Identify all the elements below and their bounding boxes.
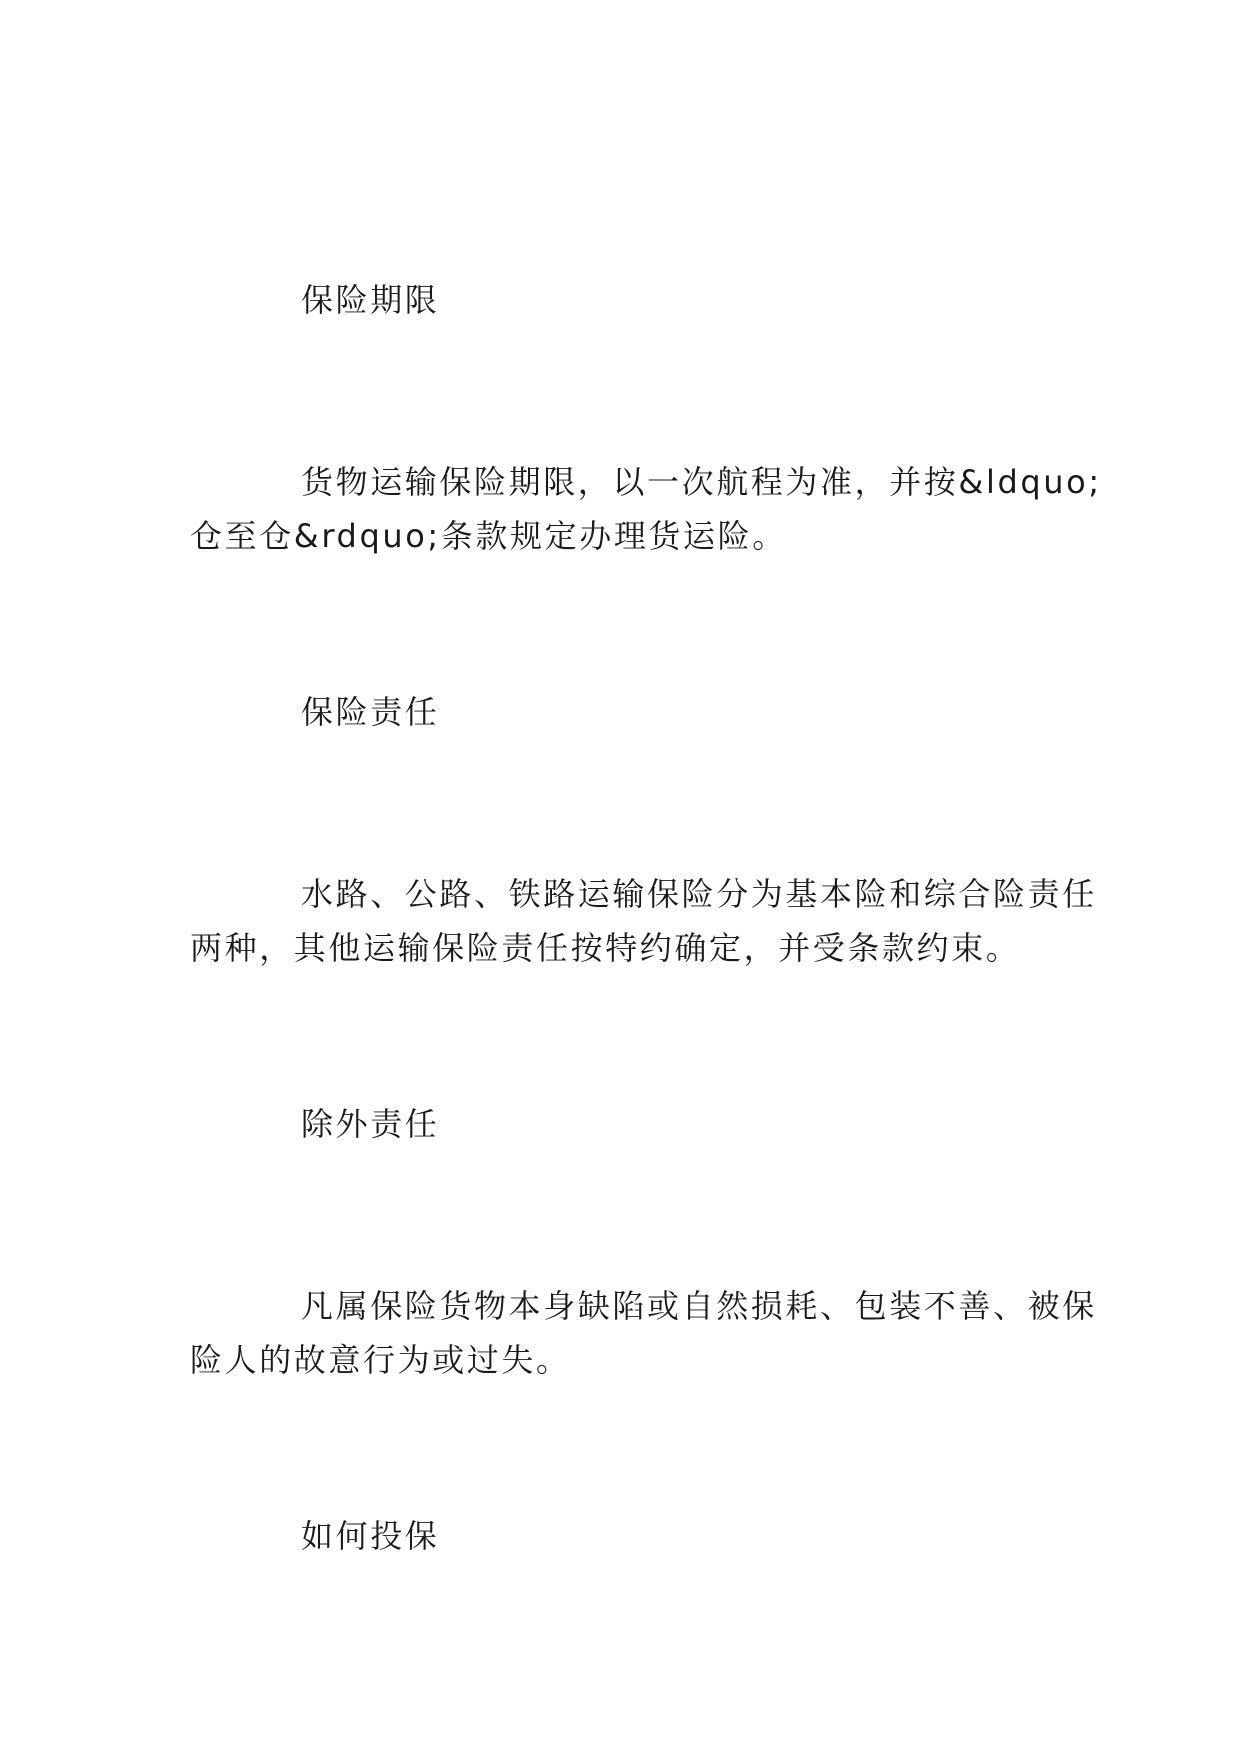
- paragraph-insurance-liability-line-2: 两种，其他运输保险责任按特约确定，并受条款约束。: [190, 929, 1021, 967]
- section-heading-insurance-liability: 保险责任: [301, 693, 440, 731]
- section-heading-exclusions: 除外责任: [301, 1105, 440, 1143]
- paragraph-exclusions-line-2: 险人的故意行为或过失。: [190, 1341, 571, 1379]
- paragraph-exclusions-line-1: 凡属保险货物本身缺陷或自然损耗、包装不善、被保: [301, 1287, 1097, 1325]
- paragraph-insurance-liability-line-1: 水路、公路、铁路运输保险分为基本险和综合险责任: [301, 875, 1097, 913]
- paragraph-insurance-period-line-1: 货物运输保险期限，以一次航程为准，并按&ldquo;: [301, 463, 1102, 501]
- section-heading-how-to-insure: 如何投保: [301, 1517, 440, 1555]
- paragraph-insurance-period-line-2: 仓至仓&rdquo;条款规定办理货运险。: [190, 517, 787, 555]
- section-heading-insurance-period: 保险期限: [301, 281, 440, 319]
